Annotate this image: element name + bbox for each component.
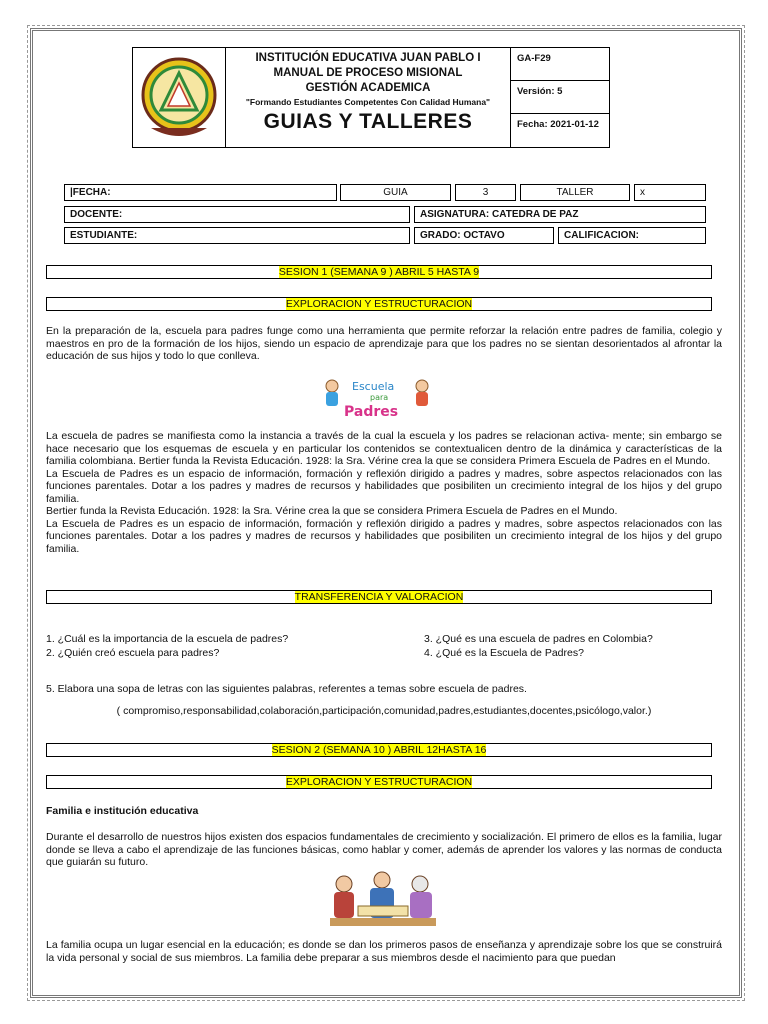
question-5: 5. Elabora una sopa de letras con las siguientes palabras, referentes a temas sobre escuela de padres.: [46, 683, 527, 695]
question-2: 2. ¿Quién creó escuela para padres?: [46, 647, 220, 659]
taller-label: TALLER: [520, 184, 630, 201]
session2-title: SESION 2 (SEMANA 10 ) ABRIL 12HASTA 16: [271, 744, 487, 756]
institution-name: INSTITUCIÓN EDUCATIVA JUAN PABLO I: [255, 52, 481, 64]
session2-subtitle: Familia e institución educativa: [46, 805, 199, 817]
children-illustration-icon: [322, 376, 432, 420]
session1-exploracion: EXPLORACION Y ESTRUCTURACION: [285, 298, 473, 310]
document-title: GUIAS Y TALLERES: [263, 110, 473, 133]
question-3: 3. ¿Qué es una escuela de padres en Colombia?: [424, 633, 653, 645]
doc-date: Fecha: 2021-01-12: [517, 119, 599, 130]
fecha-field[interactable]: |FECHA:: [64, 184, 337, 201]
area-name: GESTIÓN ACADEMICA: [305, 82, 431, 94]
session2-paragraph-1: Durante el desarrollo de nuestros hijos existen dos espacios fundamentales de crecimiento y socialización. El primero de ellos es la familia, lugar donde se lleva a cabo el aprendizaje de las funciones básicas, como hablar y comer, además de aprender los valores y las normas de conducta que guiarán su futuro.: [46, 831, 722, 868]
guia-label: GUIA: [340, 184, 451, 201]
header-codes: [511, 48, 609, 147]
svg-text:para: para: [370, 393, 389, 402]
asignatura-field: ASIGNATURA: CATEDRA DE PAZ: [414, 206, 706, 223]
session1-intro: En la preparación de la, escuela para padres funge como una herramienta que permite reforzar la relación entre padres de familia, colegio y maestros en pro de la formación de los hijos, siendo un espacio de aprendizaje para que los padres no se sientan desorientados al afrontar la educación de sus hijos y todo lo que conlleva.: [46, 325, 722, 362]
svg-text:Padres: Padres: [344, 404, 399, 420]
session2-exploracion: EXPLORACION Y ESTRUCTURACION: [285, 776, 473, 788]
family-reading-icon: [324, 870, 442, 930]
svg-text:Escuela: Escuela: [352, 380, 395, 393]
docente-field[interactable]: DOCENTE:: [64, 206, 410, 223]
estudiante-field[interactable]: ESTUDIANTE:: [64, 227, 410, 244]
session1-title-bar: [46, 265, 712, 279]
doc-version: Versión: 5: [511, 81, 609, 114]
school-seal-icon: [133, 48, 225, 146]
taller-mark: x: [634, 184, 706, 201]
session1-title: SESION 1 (SEMANA 9 ) ABRIL 5 HASTA 9: [278, 266, 480, 278]
session2-title-bar: [46, 743, 712, 757]
manual-name: MANUAL DE PROCESO MISIONAL: [273, 67, 463, 79]
header-title-cell: [226, 48, 511, 147]
question-4: 4. ¿Qué es la Escuela de Padres?: [424, 647, 584, 659]
doc-code: GA-F29: [511, 48, 609, 81]
school-logo-cell: [133, 48, 226, 147]
family-illustration: [324, 870, 442, 930]
session1-exploracion-bar: [46, 297, 712, 311]
word-list: ( compromiso,responsabilidad,colaboración,participación,comunidad,padres,estudiantes,docentes,psicólogo,valor.): [116, 705, 652, 717]
transferencia-bar: [46, 590, 712, 604]
guia-number: 3: [455, 184, 516, 201]
session2-exploracion-bar: [46, 775, 712, 789]
question-1: 1. ¿Cuál es la importancia de la escuela de padres?: [46, 633, 289, 645]
session1-body: La escuela de padres se manifiesta como la instancia a través de la cual la escuela y los padres se relacionan activa- mente; sin embargo se hace necesario que los esquemas de escuela y en particular los contenidos se contextualicen dentro de la dinámica y características de la familia colombiana. Bertier funda la Revista Educación. 1928: la Sra. Vérine crea la que se considera Primera Escuela de Padres en el Mundo. La Escuela de Padres es un espacio de información, formación y reflexión dirigido a padres y madres, sobre aspectos relacionados con las funciones parentales. Dotar a los padres y madres de recursos y habilidades que posibiliten un crecimiento integral de los hijos y del grupo familia. Bertier funda la Revista Educación. 1928: la Sra. Vérine crea la que se considera Primera Escuela de Padres en el Mundo. La Escuela de Padres es un espacio de información, formación y reflexión dirigido a padres y madres, sobre aspectos relacionados con las funciones parentales. Dotar a los padres y madres de recursos y habilidades que posibiliten un crecimiento integral de los hijos y del grupo familia.: [46, 430, 722, 555]
grado-field: GRADO: OCTAVO: [414, 227, 554, 244]
institution-motto: "Formando Estudiantes Competentes Con Calidad Humana": [245, 97, 491, 107]
session2-paragraph-2: La familia ocupa un lugar esencial en la educación; es donde se dan los primeros pasos de enseñanza y aprendizaje sobre los que se construirá la vida personal y social de sus miembros. La familia debe preparar a sus miembros desde el nacimiento para que puedan: [46, 939, 722, 964]
calificacion-field[interactable]: CALIFICACION:: [558, 227, 706, 244]
transferencia-title: TRANSFERENCIA Y VALORACION: [294, 591, 464, 603]
header-table: [132, 47, 610, 148]
escuela-para-padres-logo: [322, 376, 432, 420]
